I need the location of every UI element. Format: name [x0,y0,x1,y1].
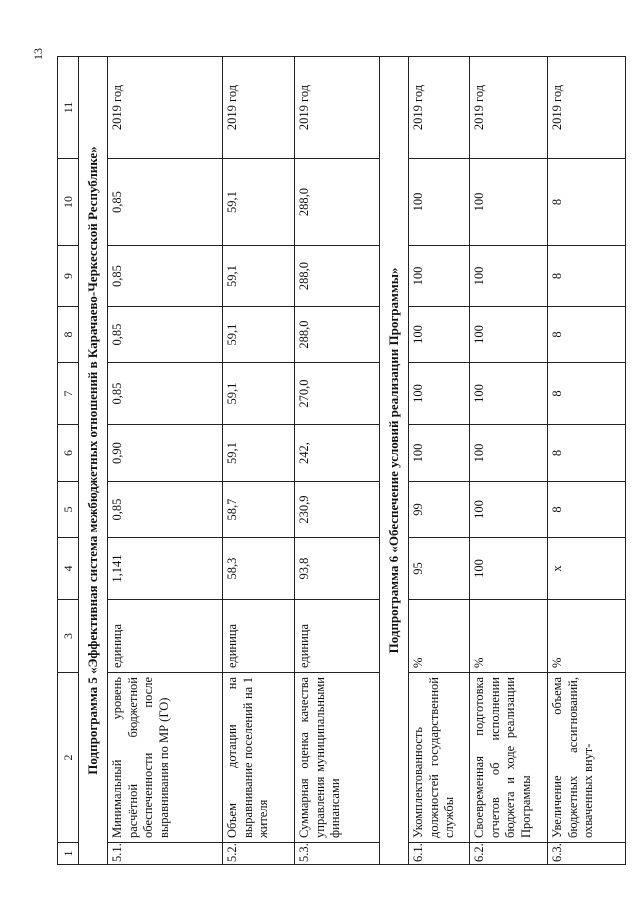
value-cell: 100 [470,363,548,425]
value-cell: 0,85 [108,246,223,307]
table-row [295,57,380,865]
value-cell: 8 [548,482,626,538]
year-cell: 2019 год [295,57,380,159]
col-num: 2 [58,673,79,843]
year-cell: 2019 год [470,57,548,159]
col-num: 11 [58,57,79,159]
col-num: 8 [58,307,79,363]
value-cell: 100 [409,425,470,482]
value-cell: 59,1 [223,159,295,246]
value-cell: 8 [548,159,626,246]
table-row [223,57,295,865]
value-cell: 100 [470,425,548,482]
value-cell: 288,0 [295,246,380,307]
indicator-name: Укомплектованность должностей государственной службы [409,673,470,843]
year-cell: 2019 год [409,57,470,159]
col-num: 4 [58,538,79,600]
section-title: Подпрограмма 6 «Обеспечение условий реализации Программы» [380,57,409,865]
value-cell: 100 [409,246,470,307]
table-row [409,57,470,865]
col-num: 3 [58,600,79,673]
value-cell: 288,0 [295,307,380,363]
page-number: 13 [31,48,45,60]
value-cell: 59,1 [223,363,295,425]
value-cell: 0,90 [108,425,223,482]
unit-cell: % [548,600,626,673]
col-num: 6 [58,425,79,482]
section-title: Подпрограмма 5 «Эффективная система межбюджетных отношений в Карачаево-Черкесской Республике» [79,57,108,865]
row-number: 5.3. [295,843,380,865]
value-cell: 59,1 [223,246,295,307]
value-cell: 100 [470,307,548,363]
row-number: 6.2. [470,843,548,865]
row-number: 6.3. [548,843,626,865]
indicator-name: Суммарная оценка качества управления муниципальными финансами [295,673,380,843]
value-cell: 8 [548,307,626,363]
indicator-name: Увеличение объема бюджетных ассигнований, охваченных внут- [548,673,626,843]
value-cell: 270,0 [295,363,380,425]
value-cell: 100 [409,307,470,363]
value-cell: 100 [470,246,548,307]
value-cell: 288,0 [295,159,380,246]
value-cell: 100 [470,482,548,538]
value-cell: 0,85 [108,482,223,538]
section-heading-row [380,57,409,865]
row-number: 6.1. [409,843,470,865]
value-cell: 100 [409,159,470,246]
section-heading-row [79,57,108,865]
value-cell: 8 [548,363,626,425]
value-cell: x [548,538,626,600]
value-cell: 1,141 [108,538,223,600]
value-cell: 100 [470,159,548,246]
value-cell: 59,1 [223,425,295,482]
value-cell: 230,9 [295,482,380,538]
row-number: 5.1. [108,843,223,865]
value-cell: 59,1 [223,307,295,363]
year-cell: 2019 год [108,57,223,159]
indicator-name: Объем дотации на выравнивание поселений на 1 жителя [223,673,295,843]
value-cell: 8 [548,246,626,307]
value-cell: 0,85 [108,159,223,246]
table-row [548,57,626,865]
col-num: 7 [58,363,79,425]
value-cell: 8 [548,425,626,482]
indicator-name: Минимальный уровень расчётной бюджетной обеспеченности после выравнивания по МР (ГО) [108,673,223,843]
row-number: 5.2. [223,843,295,865]
value-cell: 0,85 [108,307,223,363]
value-cell: 95 [409,538,470,600]
year-cell: 2019 год [223,57,295,159]
indicators-table [57,56,626,865]
value-cell: 242, [295,425,380,482]
unit-cell: % [409,600,470,673]
year-cell: 2019 год [548,57,626,159]
unit-cell: единица [223,600,295,673]
unit-cell: единица [108,600,223,673]
column-number-row [58,57,79,865]
value-cell: 100 [470,538,548,600]
value-cell: 100 [409,363,470,425]
rotated-table-area [57,57,612,865]
table-row [470,57,548,865]
unit-cell: единица [295,600,380,673]
value-cell: 58,3 [223,538,295,600]
col-num: 10 [58,159,79,246]
indicator-name: Своевременная подготовка отчетов об исполнении бюджета и ходе реализации Программы [470,673,548,843]
value-cell: 93,8 [295,538,380,600]
value-cell: 99 [409,482,470,538]
col-num: 1 [58,843,79,865]
value-cell: 0,85 [108,363,223,425]
col-num: 9 [58,246,79,307]
table-rotation-frame [57,57,612,865]
table-row [108,57,223,865]
col-num: 5 [58,482,79,538]
unit-cell: % [470,600,548,673]
value-cell: 58,7 [223,482,295,538]
